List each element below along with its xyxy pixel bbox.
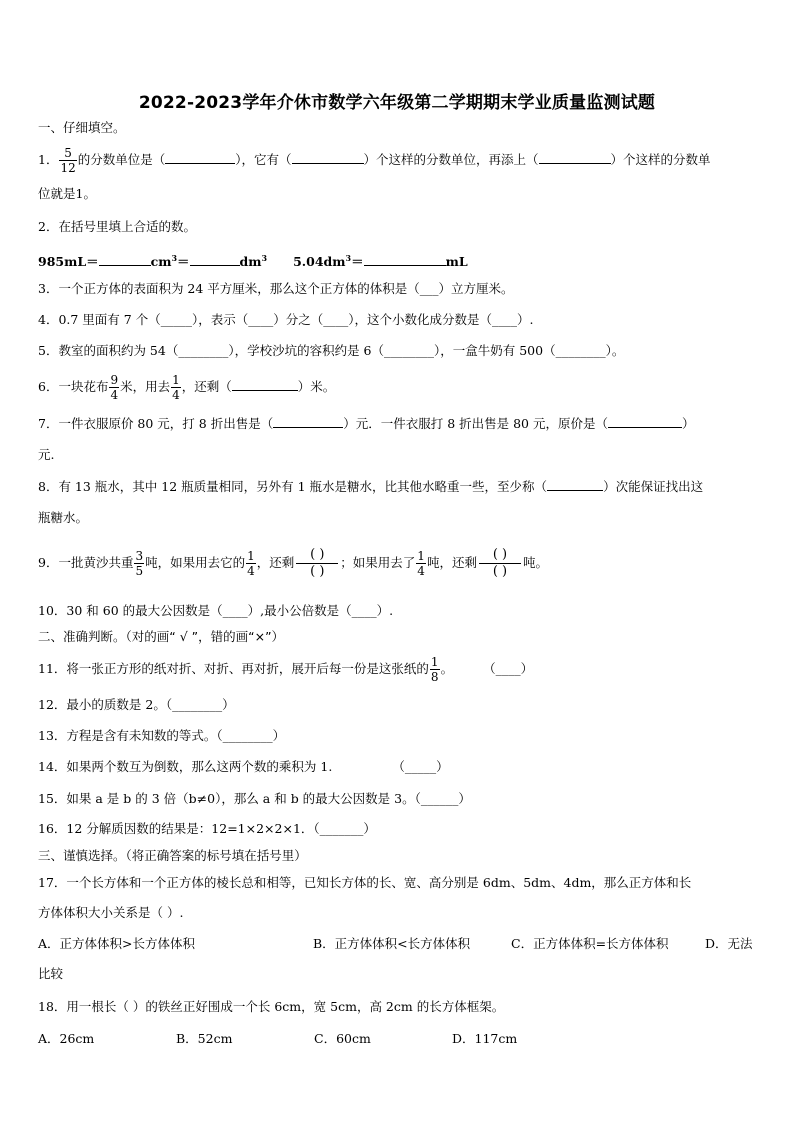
question-17-cont: 方体体积大小关系是（ ）.	[38, 905, 184, 920]
question-10: 10．30 和 60 的最大公因数是（____）,最小公倍数是（____）.	[38, 603, 394, 618]
page-title: 2022-2023学年介休市数学六年级第二学期期末学业质量监测试题	[138, 93, 656, 113]
question-5: 5．教室的面积约为 54（________），学校沙坑的容积约是 6（________），一盒牛奶有 500（________）。	[38, 343, 625, 358]
q2-blank-dm3[interactable]	[190, 252, 240, 266]
q17-option-d-cont: 比较	[38, 966, 64, 981]
question-1: 1． $\frac{5}{12}$ 的分数单位是（ ），它有（ ）个这样的分数单位，再添上（ ）个这样的分数单	[38, 146, 711, 175]
q1-fraction: $\frac{5}{12}$	[60, 146, 76, 175]
question-15: 15．如果 a 是 b 的 3 倍（b≠0），那么 a 和 b 的最大公因数是 3。（______）	[38, 791, 471, 806]
question-7-cont: 元.	[38, 447, 55, 462]
q9-answer-fraction-1[interactable]: ( ) ( )	[296, 547, 338, 580]
q7-blank-1[interactable]	[273, 414, 343, 428]
q1-blank-3[interactable]	[539, 150, 611, 164]
question-4: 4．0.7 里面有 7 个（_____），表示（____）分之（____），这个小数化成分数是（____）.	[38, 312, 534, 327]
q9-answer-fraction-2[interactable]: ( ) ( )	[479, 547, 521, 580]
question-12: 12．最小的质数是 2。（________）	[38, 697, 235, 712]
question-7: 7．一件衣服原价 80 元，打 8 折出售是（ ）元．一件衣服打 8 折出售是 80 元，原价是（ ）	[38, 416, 695, 431]
q8-blank[interactable]	[547, 477, 603, 491]
q18-option-b[interactable]: B．52cm	[176, 1031, 233, 1046]
q17-option-d[interactable]: D．无法	[705, 936, 753, 951]
question-2-conversions: $985mL= cm^3= dm^3$ $5.04dm^3=$ mL	[38, 253, 468, 270]
q14-answer[interactable]: （_____）	[392, 759, 449, 774]
q18-option-a[interactable]: A．26cm	[38, 1031, 95, 1046]
question-8: 8．有 13 瓶水，其中 12 瓶质量相同，另外有 1 瓶水是糖水，比其他水略重一些，至少称（ ）次能保证找出这	[38, 479, 704, 494]
q18-option-d[interactable]: D．117cm	[452, 1031, 518, 1046]
q7-blank-2[interactable]	[608, 414, 682, 428]
q1-number: 1．	[38, 152, 59, 167]
q18-option-c[interactable]: C．60cm	[314, 1031, 371, 1046]
question-17: 17．一个长方体和一个正方体的棱长总和相等，已知长方体的长、宽、高分别是 6dm、5dm、4dm，那么正方体和长	[38, 875, 692, 890]
question-18: 18．用一根长（ ）的铁丝正好围成一个长 6cm，宽 5cm，高 2cm 的长方体框架。	[38, 999, 505, 1014]
question-14: 14．如果两个数互为倒数，那么这两个数的乘积为 1. （_____）	[38, 759, 449, 774]
q11-answer[interactable]: （____）	[483, 661, 534, 676]
question-13: 13．方程是含有未知数的等式。（________）	[38, 728, 286, 743]
question-3: 3．一个正方体的表面积为 24 平方厘米，那么这个正方体的体积是（___）立方厘米。	[38, 281, 514, 296]
q17-option-a[interactable]: A．正方体体积>长方体体积	[38, 936, 196, 951]
question-9: 9．一批黄沙共重 $\frac{3}{5}$ 吨，如果用去它的 $\frac{1}{4}$ ，还剩 ( ) ( ) ；如果用去了 $\frac{1}{4}$ 吨，还剩 ( ) ( ) 吨。	[38, 547, 548, 579]
section-3-heading: 三、谨慎选择。（将正确答案的标号填在括号里）	[38, 848, 307, 863]
q2-blank-cm3[interactable]	[99, 252, 151, 266]
question-2: 2．在括号里填上合适的数。	[38, 219, 196, 234]
question-11: 11．将一张正方形的纸对折、对折、再对折，展开后每一份是这张纸的 $\frac{1}{8}$ 。 （____）	[38, 655, 534, 684]
question-1-cont: 位就是1。	[38, 186, 96, 201]
q6-blank[interactable]	[232, 377, 298, 391]
question-6: 6．一块花布 $\frac{9}{4}$ 米，用去 $\frac{1}{4}$ ，还剩（ ）米。	[38, 373, 336, 402]
question-16: 16．12 分解质因数的结果是：12=1×2×2×1．（_______）	[38, 821, 376, 836]
q1-blank-1[interactable]	[165, 150, 235, 164]
q1-blank-2[interactable]	[292, 150, 364, 164]
section-1-heading: 一、仔细填空。	[38, 120, 126, 135]
question-8-cont: 瓶糖水。	[38, 510, 89, 525]
section-2-heading: 二、准确判断。（对的画“ √ ”，错的画“×”）	[38, 629, 285, 644]
q17-option-b[interactable]: B．正方体体积<长方体体积	[313, 936, 471, 951]
q17-option-c[interactable]: C．正方体体积=长方体体积	[511, 936, 669, 951]
q2-blank-ml[interactable]	[364, 252, 446, 266]
